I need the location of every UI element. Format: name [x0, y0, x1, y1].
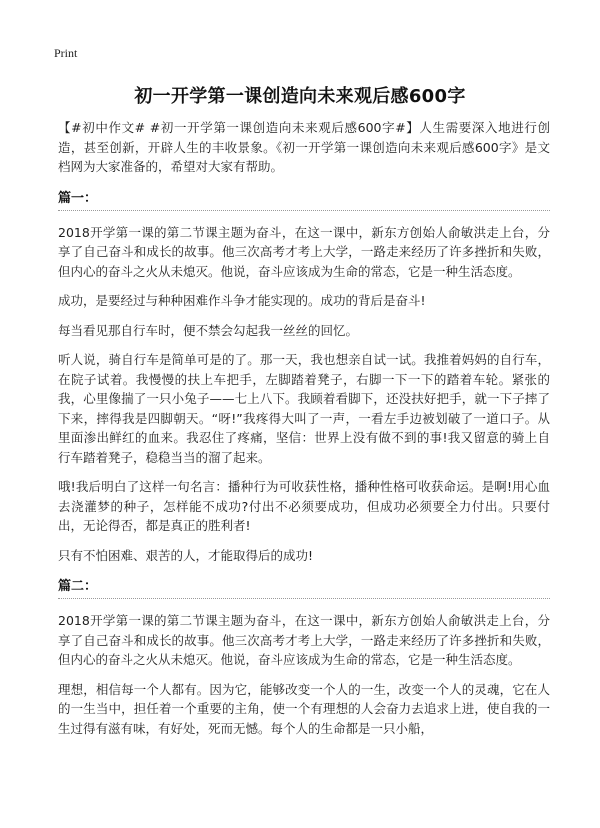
section1-paragraph-4: 听人说，骑自行车是简单可是的了。那一天，我也想亲自试一试。我推着妈妈的自行车，在院子试着。我慢慢的扶上车把手，左脚踏着凳子，右脚一下一下的踏着车轮。紧张的我，心里像揣了一只小兔子——七上八下。我顾着看脚下，还没扶好把手，就一下子摔了下来，摔得我是四脚朝天。“呀!”我疼得大叫了一声，一看左手边被划破了一道口子。从里面渗出鲜红的血来。我忍住了疼痛，坚信：世界上没有做不到的事!我又留意的骑上自行车踏着凳子，稳稳当当的溜了起来。 [58, 352, 550, 465]
section2-paragraph-1: 2018开学第一课的第二节课主题为奋斗，在这一课中，新东方创始人俞敏洪走上台，分享了自己奋斗和成长的故事。他三次高考才考上大学，一路走来经历了许多挫折和失败，但内心的奋斗之火从未熄灭。他说，奋斗应该成为生命的常态，它是一种生活态度。 [58, 613, 550, 667]
section1-paragraph-2: 成功，是要经过与种种困难作斗争才能实现的。成功的背后是奋斗! [58, 293, 426, 308]
section-heading-1: 篇一： [58, 187, 550, 211]
section1-paragraph-6: 只有不怕困难、艰苦的人，才能取得后的成功! [58, 547, 314, 563]
section1-paragraph-5: 哦!我后明白了这样一句名言：播种行为可收获性格，播种性格可收获命运。是啊!用心血去浇灌梦的种子，怎样能不成功?付出不必须要成功，但成功必须要全力付出。只要付出，无论得否，都是真正的胜利者! [58, 479, 550, 533]
article-body [58, 118, 550, 748]
intro-paragraph: 【#初中作文# #初一开学第一课创造向未来观后感600字#】人生需要深入地进行创造，甚至创新，开辟人生的丰收景象。《初一开学第一课创造向未来观后感600字》是文档网为大家准备的，希望对大家有帮助。 [58, 120, 550, 174]
print-label: Print [54, 46, 78, 60]
page-title: 初一开学第一课创造向未来观后感600字 [134, 86, 466, 107]
section-heading-2: 篇二： [58, 575, 550, 599]
section2-paragraph-2: 理想，相信每一个人都有。因为它，能够改变一个人的一生，改变一个人的灵魂，它在人的一生当中，担任着一个重要的主角，使一个有理想的人会奋力去追求上进，使自我的一生过得有滋有味，有好处，死而无憾。每个人的生命都是一只小船， [58, 681, 550, 736]
section1-paragraph-3: 每当看见那自行车时，便不禁会勾起我一丝丝的回忆。 [58, 322, 359, 338]
section1-paragraph-1: 2018开学第一课的第二节课主题为奋斗，在这一课中，新东方创始人俞敏洪走上台，分享了自己奋斗和成长的故事。他三次高考才考上大学，一路走来经历了许多挫折和失败，但内心的奋斗之火从未熄灭。他说，奋斗应该成为生命的常态，它是一种生活态度。 [58, 224, 550, 279]
